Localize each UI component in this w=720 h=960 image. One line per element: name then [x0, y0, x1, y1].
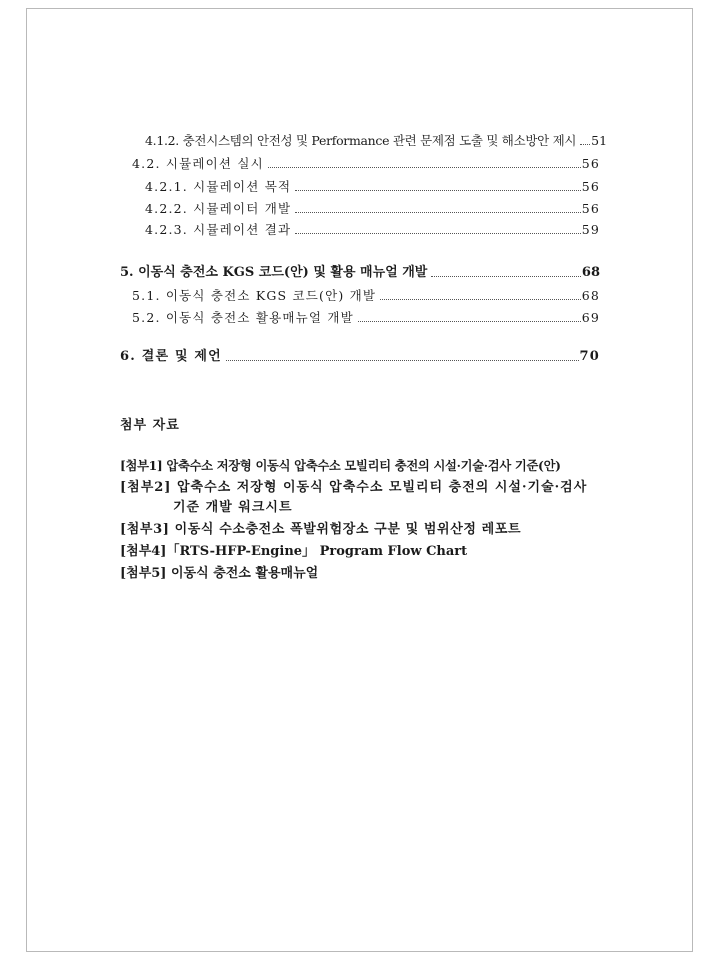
- toc-entry-label: 4.2.3. 시뮬레이션 결과: [145, 222, 292, 237]
- attachment-item-3[interactable]: [첨부3] 이동식 수소충전소 폭발위험장소 구분 및 범위산정 레포트: [120, 522, 522, 537]
- toc-page-number: 56: [581, 179, 600, 194]
- toc-entry-label: 4.2. 시뮬레이션 실시: [132, 156, 264, 171]
- toc-entry-chapter-5[interactable]: [120, 265, 600, 281]
- toc-dot-leader: [431, 276, 581, 277]
- toc-page-number: 70: [579, 349, 600, 364]
- toc-entry-label: 5. 이동식 충전소 KGS 코드(안) 및 활용 매뉴얼 개발: [120, 265, 428, 280]
- attachment-item-2-continuation: 기준 개발 워크시트: [173, 500, 293, 515]
- attachment-item-5[interactable]: [첨부5] 이동식 충전소 활용매뉴얼: [120, 566, 319, 581]
- toc-entry-label: 6. 결론 및 제언: [120, 349, 222, 364]
- toc-dot-leader: [358, 321, 581, 322]
- toc-entry-5-2[interactable]: [132, 310, 600, 326]
- toc-entry-label: 4.2.2. 시뮬레이터 개발: [145, 201, 292, 216]
- toc-entry-5-1[interactable]: [132, 288, 600, 304]
- toc-entry-4-2-1[interactable]: [145, 179, 600, 195]
- toc-entry-4-1-2[interactable]: [145, 133, 608, 149]
- toc-page-number: 68: [581, 265, 600, 280]
- toc-page-number: 56: [581, 156, 600, 171]
- attachment-item-1[interactable]: [첨부1] 압축수소 저장형 이동식 압축수소 모빌리티 충전의 시설·기술·검사 기준(안): [120, 458, 561, 473]
- attachments-heading: 첨부 자료: [120, 418, 180, 433]
- toc-entry-4-2-3[interactable]: [145, 222, 600, 238]
- toc-dot-leader: [268, 167, 581, 168]
- toc-page-number: 69: [581, 310, 600, 325]
- toc-entry-label: 4.2.1. 시뮬레이션 목적: [145, 179, 292, 194]
- toc-page-number: 59: [581, 222, 600, 237]
- toc-entry-4-2[interactable]: [132, 156, 600, 172]
- toc-entry-chapter-6[interactable]: [120, 349, 600, 365]
- toc-page-number: 51: [591, 133, 608, 148]
- toc-entry-4-2-2[interactable]: [145, 201, 600, 217]
- attachment-item-4[interactable]: [첨부4]「RTS-HFP-Engine」 Program Flow Chart: [120, 544, 468, 559]
- toc-dot-leader: [295, 233, 580, 234]
- attachment-item-2[interactable]: [첨부2] 압축수소 저장형 이동식 압축수소 모빌리티 충전의 시설·기술·검사: [120, 480, 588, 495]
- toc-dot-leader: [226, 360, 579, 361]
- toc-entry-label: 4.1.2. 충전시스템의 안전성 및 Performance 관련 문제점 도출 및 해소방안 제시: [145, 133, 577, 148]
- toc-dot-leader: [295, 190, 580, 191]
- toc-page-number: 68: [581, 288, 600, 303]
- toc-dot-leader: [380, 299, 581, 300]
- toc-page-number: 56: [581, 201, 600, 216]
- toc-dot-leader: [295, 212, 580, 213]
- toc-dot-leader: [580, 144, 590, 145]
- toc-entry-label: 5.2. 이동식 충전소 활용매뉴얼 개발: [132, 310, 354, 325]
- toc-entry-label: 5.1. 이동식 충전소 KGS 코드(안) 개발: [132, 288, 377, 303]
